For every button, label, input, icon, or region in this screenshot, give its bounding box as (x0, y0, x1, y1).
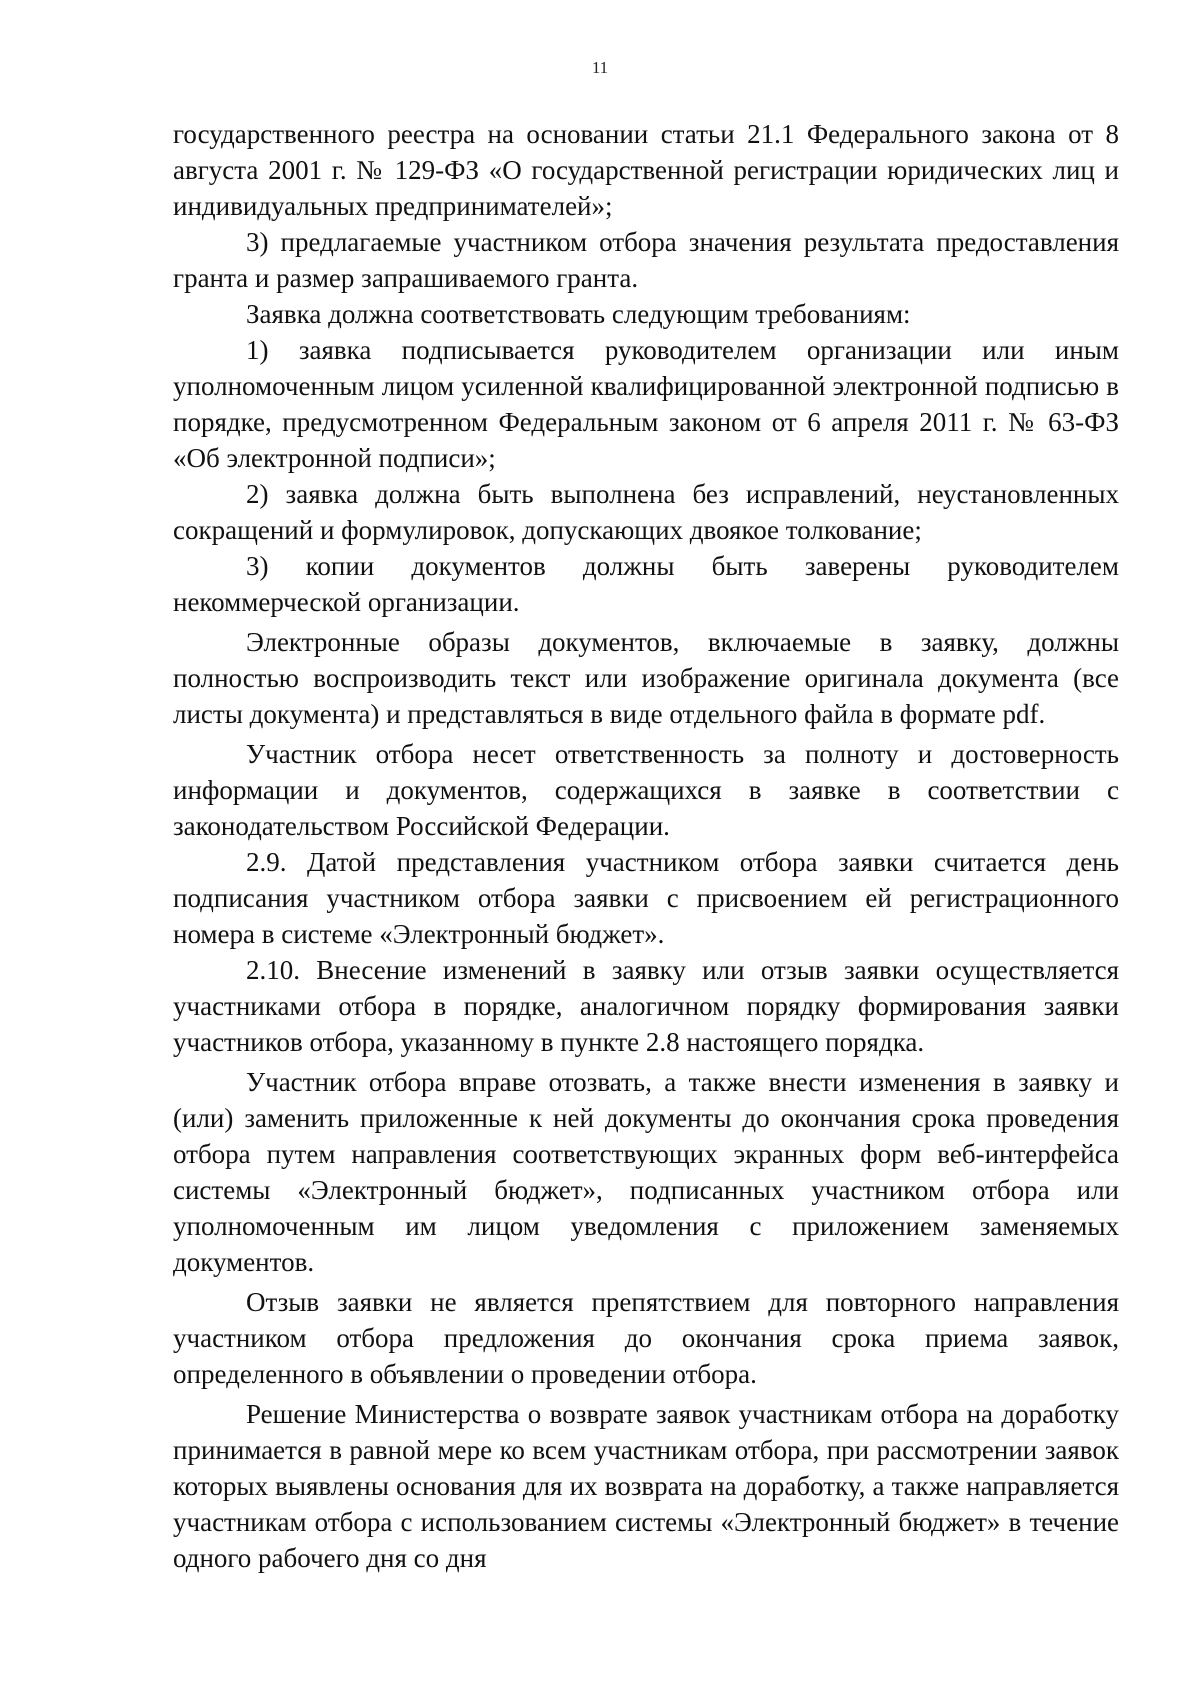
paragraph: 2.10. Внесение изменений в заявку или отзыв заявки осуществляется участниками отбора в порядке, аналогичном порядку формирования заявки участников отбора, указанному в пункте 2.8 настоящего порядка. (173, 955, 1119, 1057)
paragraph: Решение Министерства о возврате заявок участникам отбора на доработку принимается в равной мере ко всем участникам отбора, при рассмотрении заявок которых выявлены основания для их возврата на доработку, а также направляется участникам отбора с использованием системы «Электронный бюджет» в течение одного рабочего дня со дня (173, 1399, 1119, 1573)
paragraph: 3) предлагаемые участником отбора значения результата предоставления гранта и размер запрашиваемого гранта. (173, 227, 1119, 293)
paragraph: 2) заявка должна быть выполнена без исправлений, неустановленных сокращений и формулировок, допускающих двоякое толкование; (173, 479, 1119, 545)
paragraph: государственного реестра на основании статьи 21.1 Федерального закона от 8 августа 2001 г. № 129-ФЗ «О государственной регистрации юридических лиц и индивидуальных предпринимателей»; (173, 119, 1119, 221)
paragraph: 3) копии документов должны быть заверены руководителем некоммерческой организации. (173, 551, 1119, 617)
paragraph: Заявка должна соответствовать следующим требованиям: (246, 299, 911, 329)
paragraph: Участник отбора вправе отозвать, а также внести изменения в заявку и (или) заменить приложенные к ней документы до окончания срока проведения отбора путем направления соответствующих экранных форм веб-интерфейса системы «Электронный бюджет», подписанных участником отбора или уполномоченным им лицом уведомления с приложением заменяемых документов. (173, 1067, 1119, 1277)
document-body (173, 116, 1119, 1576)
paragraph: Участник отбора несет ответственность за полноту и достоверность информации и документов, содержащихся в заявке в соответствии с законодательством Российской Федерации. (173, 739, 1119, 841)
paragraph: 2.9. Датой представления участником отбора заявки считается день подписания участником отбора заявки с присвоением ей регистрационного номера в системе «Электронный бюджет». (173, 847, 1119, 949)
paragraph: Отзыв заявки не является препятствием для повторного направления участником отбора предложения до окончания срока приема заявок, определенного в объявлении о проведении отбора. (173, 1287, 1119, 1389)
page-number: 11 (591, 58, 609, 77)
paragraph: Электронные образы документов, включаемые в заявку, должны полностью воспроизводить текст или изображение оригинала документа (все листы документа) и представляться в виде отдельного файла в формате pdf. (173, 627, 1119, 729)
paragraph: 1) заявка подписывается руководителем организации или иным уполномоченным лицом усиленной квалифицированной электронной подписью в порядке, предусмотренном Федеральным законом от 6 апреля 2011 г. № 63-ФЗ «Об электронной подписи»; (173, 335, 1119, 473)
